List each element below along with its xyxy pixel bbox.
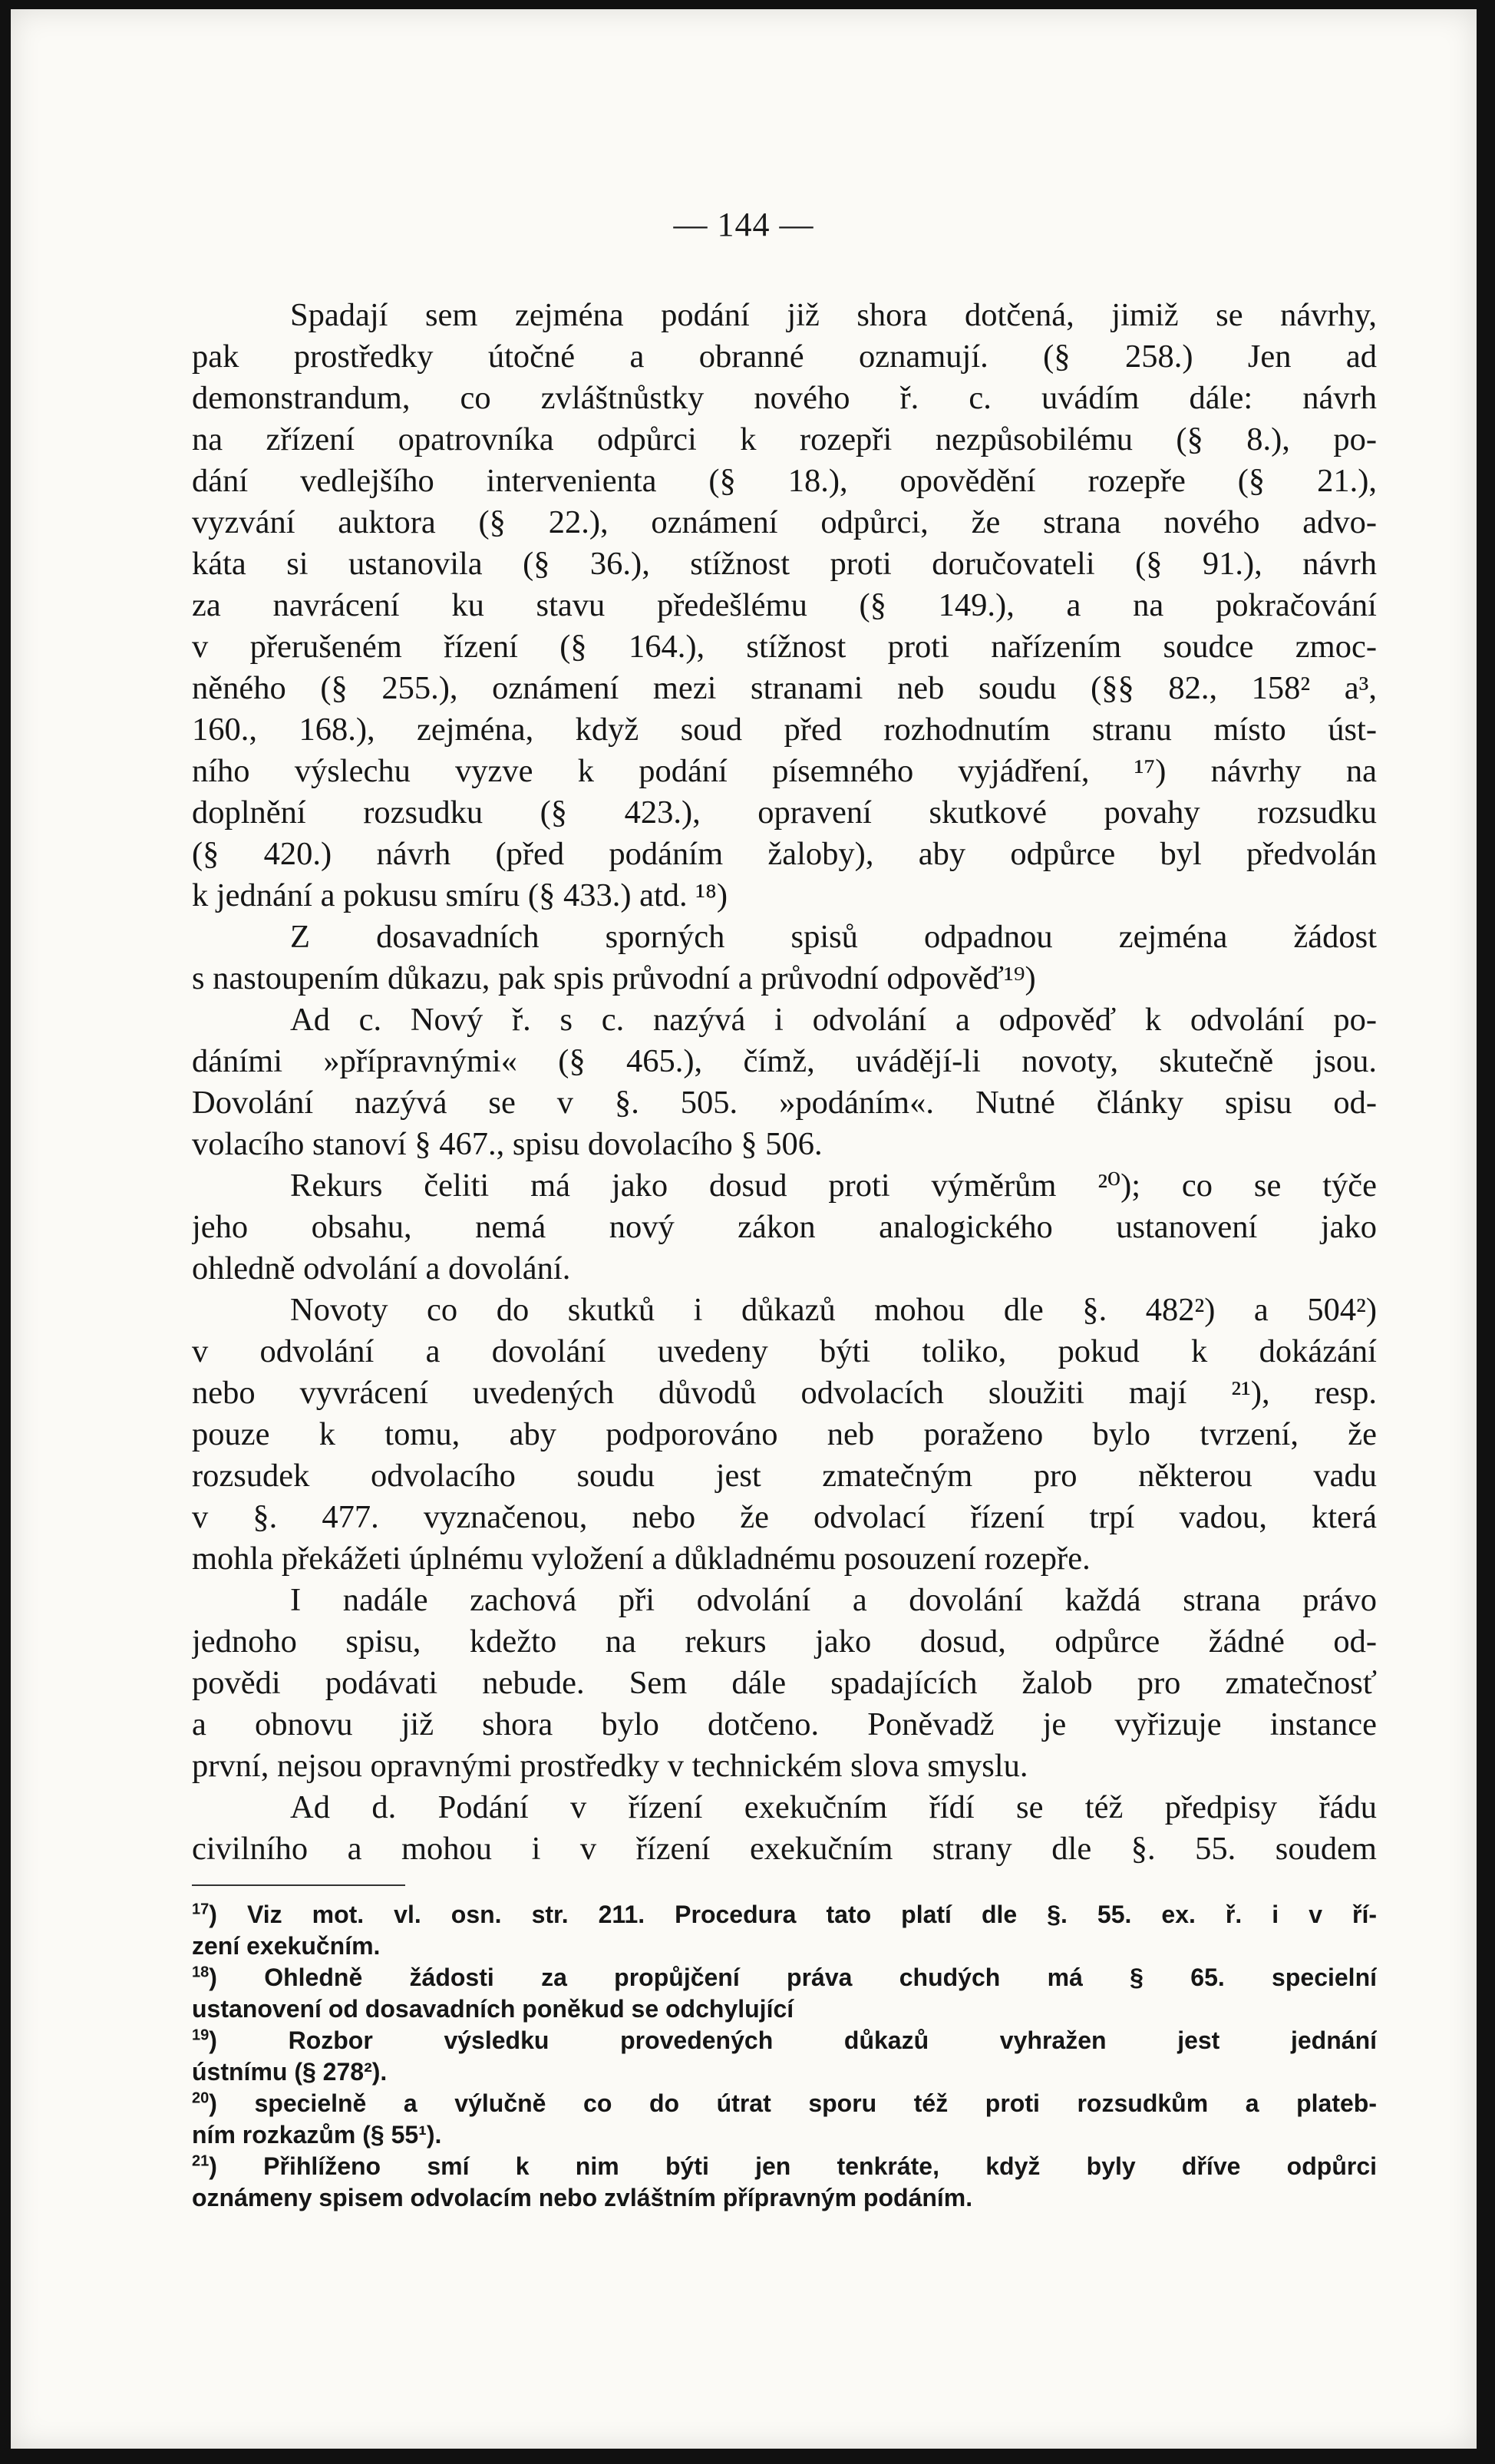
text-line: vyzvání auktora (§ 22.), oznámení odpůrci, že strana nového advo- bbox=[192, 504, 1377, 540]
footnote-marker: 20 bbox=[192, 2089, 210, 2107]
main-text bbox=[192, 295, 1377, 1870]
text-line: něného (§ 255.), oznámení mezi stranami neb soudu (§§ 82., 158² a³, bbox=[192, 670, 1377, 706]
footnote-text: oznámeny spisem odvolacím nebo zvláštním přípravným podáním. bbox=[192, 2184, 973, 2211]
text-line: pouze k tomu, aby podporováno neb poraženo bylo tvrzení, že bbox=[192, 1416, 1377, 1452]
text-line: jednoho spisu, kdežto na rekurs jako dosud, odpůrce žádné od- bbox=[192, 1623, 1377, 1660]
footnote-text: Ohledně žádosti za propůjčení práva chudých má § 65. specielní bbox=[264, 1964, 1377, 1991]
footnote-marker: 19 bbox=[192, 2026, 210, 2044]
footnote-line: $^{18}$) Ohledně žádosti za propůjčení práva chudých má § 65. specielní bbox=[192, 1964, 1377, 1991]
text-line: v odvolání a dovolání uvedeny býti toliko, pokud k dokázání bbox=[192, 1333, 1377, 1369]
footnote-divider bbox=[192, 1884, 405, 1886]
text-line: za navrácení ku stavu předešlému (§ 149.), a na pokračování bbox=[192, 587, 1377, 623]
footnote-line: $^{19}$) Rozbor výsledku provedených důkazů vyhražen jest jednání bbox=[192, 2026, 1377, 2054]
footnote-text: zení exekučním. bbox=[192, 1932, 381, 1960]
text-line: dáními »přípravnými« (§ 465.), čímž, uvádějí-li novoty, skutečně jsou. bbox=[192, 1043, 1377, 1079]
footnote-line bbox=[192, 1931, 1377, 1962]
text-line: nebo vyvrácení uvedených důvodů odvolacích sloužiti mají ²¹), resp. bbox=[192, 1375, 1377, 1411]
text-line: demonstrandum, co zvláštnůstky nového ř. c. uvádím dále: návrh bbox=[192, 380, 1377, 416]
footnote-line bbox=[192, 2056, 1377, 2088]
text-line: jeho obsahu, nemá nový zákon analogického ustanovení jako bbox=[192, 1209, 1377, 1245]
text-line: na zřízení opatrovníka odpůrci k rozepři nezpůsobilému (§ 8.), po- bbox=[192, 421, 1377, 457]
text-line: káta si ustanovila (§ 36.), stížnost proti doručovateli (§ 91.), návrh bbox=[192, 546, 1377, 582]
text-line: (§ 420.) návrh (před podáním žaloby), aby odpůrce byl předvolán bbox=[192, 836, 1377, 872]
text-line: s nastoupením důkazu, pak spis průvodní a průvodní odpověď¹⁹) bbox=[192, 960, 1036, 996]
footnote-text: ním rozkazům (§ 55¹). bbox=[192, 2121, 442, 2149]
footnote-text: Viz mot. vl. osn. str. 211. Procedura tato platí dle §. 55. ex. ř. i v ří- bbox=[246, 1901, 1377, 1928]
footnote-line: $^{21}$) Přihlíženo smí k nim býti jen tenkráte, když byly dříve odpůrci bbox=[192, 2152, 1377, 2180]
text-line: pak prostředky útočné a obranné oznamují. (§ 258.) Jen ad bbox=[192, 339, 1377, 375]
footnote-marker: 17 bbox=[192, 1901, 210, 1918]
text-line: povědi podávati nebude. Sem dále spadajících žalob pro zmatečnosť bbox=[192, 1665, 1377, 1701]
book-page bbox=[11, 9, 1477, 2449]
footnote-text: Přihlíženo smí k nim býti jen tenkráte, když byly dříve odpůrci bbox=[263, 2152, 1377, 2180]
footnote-marker: 18 bbox=[192, 1964, 210, 1981]
text-line: Ad d. Podání v řízení exekučním řídí se též předpisy řádu bbox=[290, 1789, 1377, 1825]
text-line: I nadále zachová při odvolání a dovolání každá strana právo bbox=[290, 1582, 1377, 1618]
footnote-line bbox=[192, 1993, 1377, 2025]
text-line: Dovolání nazývá se v §. 505. »podáním«. Nutné články spisu od- bbox=[192, 1085, 1377, 1121]
text-line: a obnovu již shora bylo dotčeno. Poněvadž je vyřizuje instance bbox=[192, 1706, 1377, 1742]
text-line: Spadají sem zejména podání již shora dotčená, jimiž se návrhy, bbox=[290, 297, 1377, 333]
text-line: Novoty co do skutků i důkazů mohou dle §. 482²) a 504²) bbox=[290, 1292, 1377, 1328]
footnote-text: ustanovení od dosavadních poněkud se odchylující bbox=[192, 1995, 794, 2023]
text-line: mohla překážeti úplnému vyložení a důkladnému posouzení rozepře. bbox=[192, 1541, 1091, 1577]
footnotes bbox=[192, 1899, 1377, 2214]
text-line: volacího stanoví § 467., spisu dovolacího § 506. bbox=[192, 1126, 823, 1162]
footnote-text: ústnímu (§ 278²). bbox=[192, 2058, 388, 2086]
text-line: dání vedlejšího intervenienta (§ 18.), opovědění rozepře (§ 21.), bbox=[192, 463, 1377, 499]
text-line: Ad c. Nový ř. s c. nazývá i odvolání a odpověď k odvolání po- bbox=[290, 1002, 1377, 1038]
text-line: Z dosavadních sporných spisů odpadnou zejména žádost bbox=[290, 919, 1377, 955]
text-line: v přerušeném řízení (§ 164.), stížnost proti nařízením soudce zmoc- bbox=[192, 629, 1377, 665]
text-line: v §. 477. vyznačenou, nebo že odvolací řízení trpí vadou, která bbox=[192, 1499, 1377, 1535]
footnote-text: specielně a výlučně co do útrat sporu též proti rozsudkům a plateb- bbox=[254, 2089, 1377, 2117]
text-line: rozsudek odvolacího soudu jest zmatečným pro některou vadu bbox=[192, 1458, 1377, 1494]
text-line: k jednání a pokusu smíru (§ 433.) atd. ¹⁸) bbox=[192, 877, 728, 913]
footnote-line bbox=[192, 2182, 1377, 2214]
page-number: — 144 — bbox=[673, 206, 814, 243]
text-line: ohledně odvolání a dovolání. bbox=[192, 1250, 571, 1286]
text-line: první, nejsou opravnými prostředky v technickém slova smyslu. bbox=[192, 1748, 1028, 1784]
footnote-marker: 21 bbox=[192, 2152, 210, 2170]
text-line: Rekurs čeliti má jako dosud proti výměrům ²⁰); co se týče bbox=[290, 1168, 1377, 1204]
text-line: civilního a mohou i v řízení exekučním strany dle §. 55. soudem bbox=[192, 1831, 1377, 1867]
footnote-text: Rozbor výsledku provedených důkazů vyhražen jest jednání bbox=[288, 2026, 1377, 2054]
text-line: 160., 168.), zejména, když soud před rozhodnutím stranu místo úst- bbox=[192, 712, 1377, 748]
text-line: ního výslechu vyzve k podání písemného vyjádření, ¹⁷) návrhy na bbox=[192, 753, 1377, 789]
footnote-line: $^{20}$) specielně a výlučně co do útrat sporu též proti rozsudkům a plateb- bbox=[192, 2089, 1377, 2117]
text-line: doplnění rozsudku (§ 423.), opravení skutkové povahy rozsudku bbox=[192, 794, 1377, 831]
footnote-line bbox=[192, 2119, 1377, 2151]
footnote-line: $^{17}$) Viz mot. vl. osn. str. 211. Procedura tato platí dle §. 55. ex. ř. i v ří- bbox=[192, 1901, 1377, 1928]
